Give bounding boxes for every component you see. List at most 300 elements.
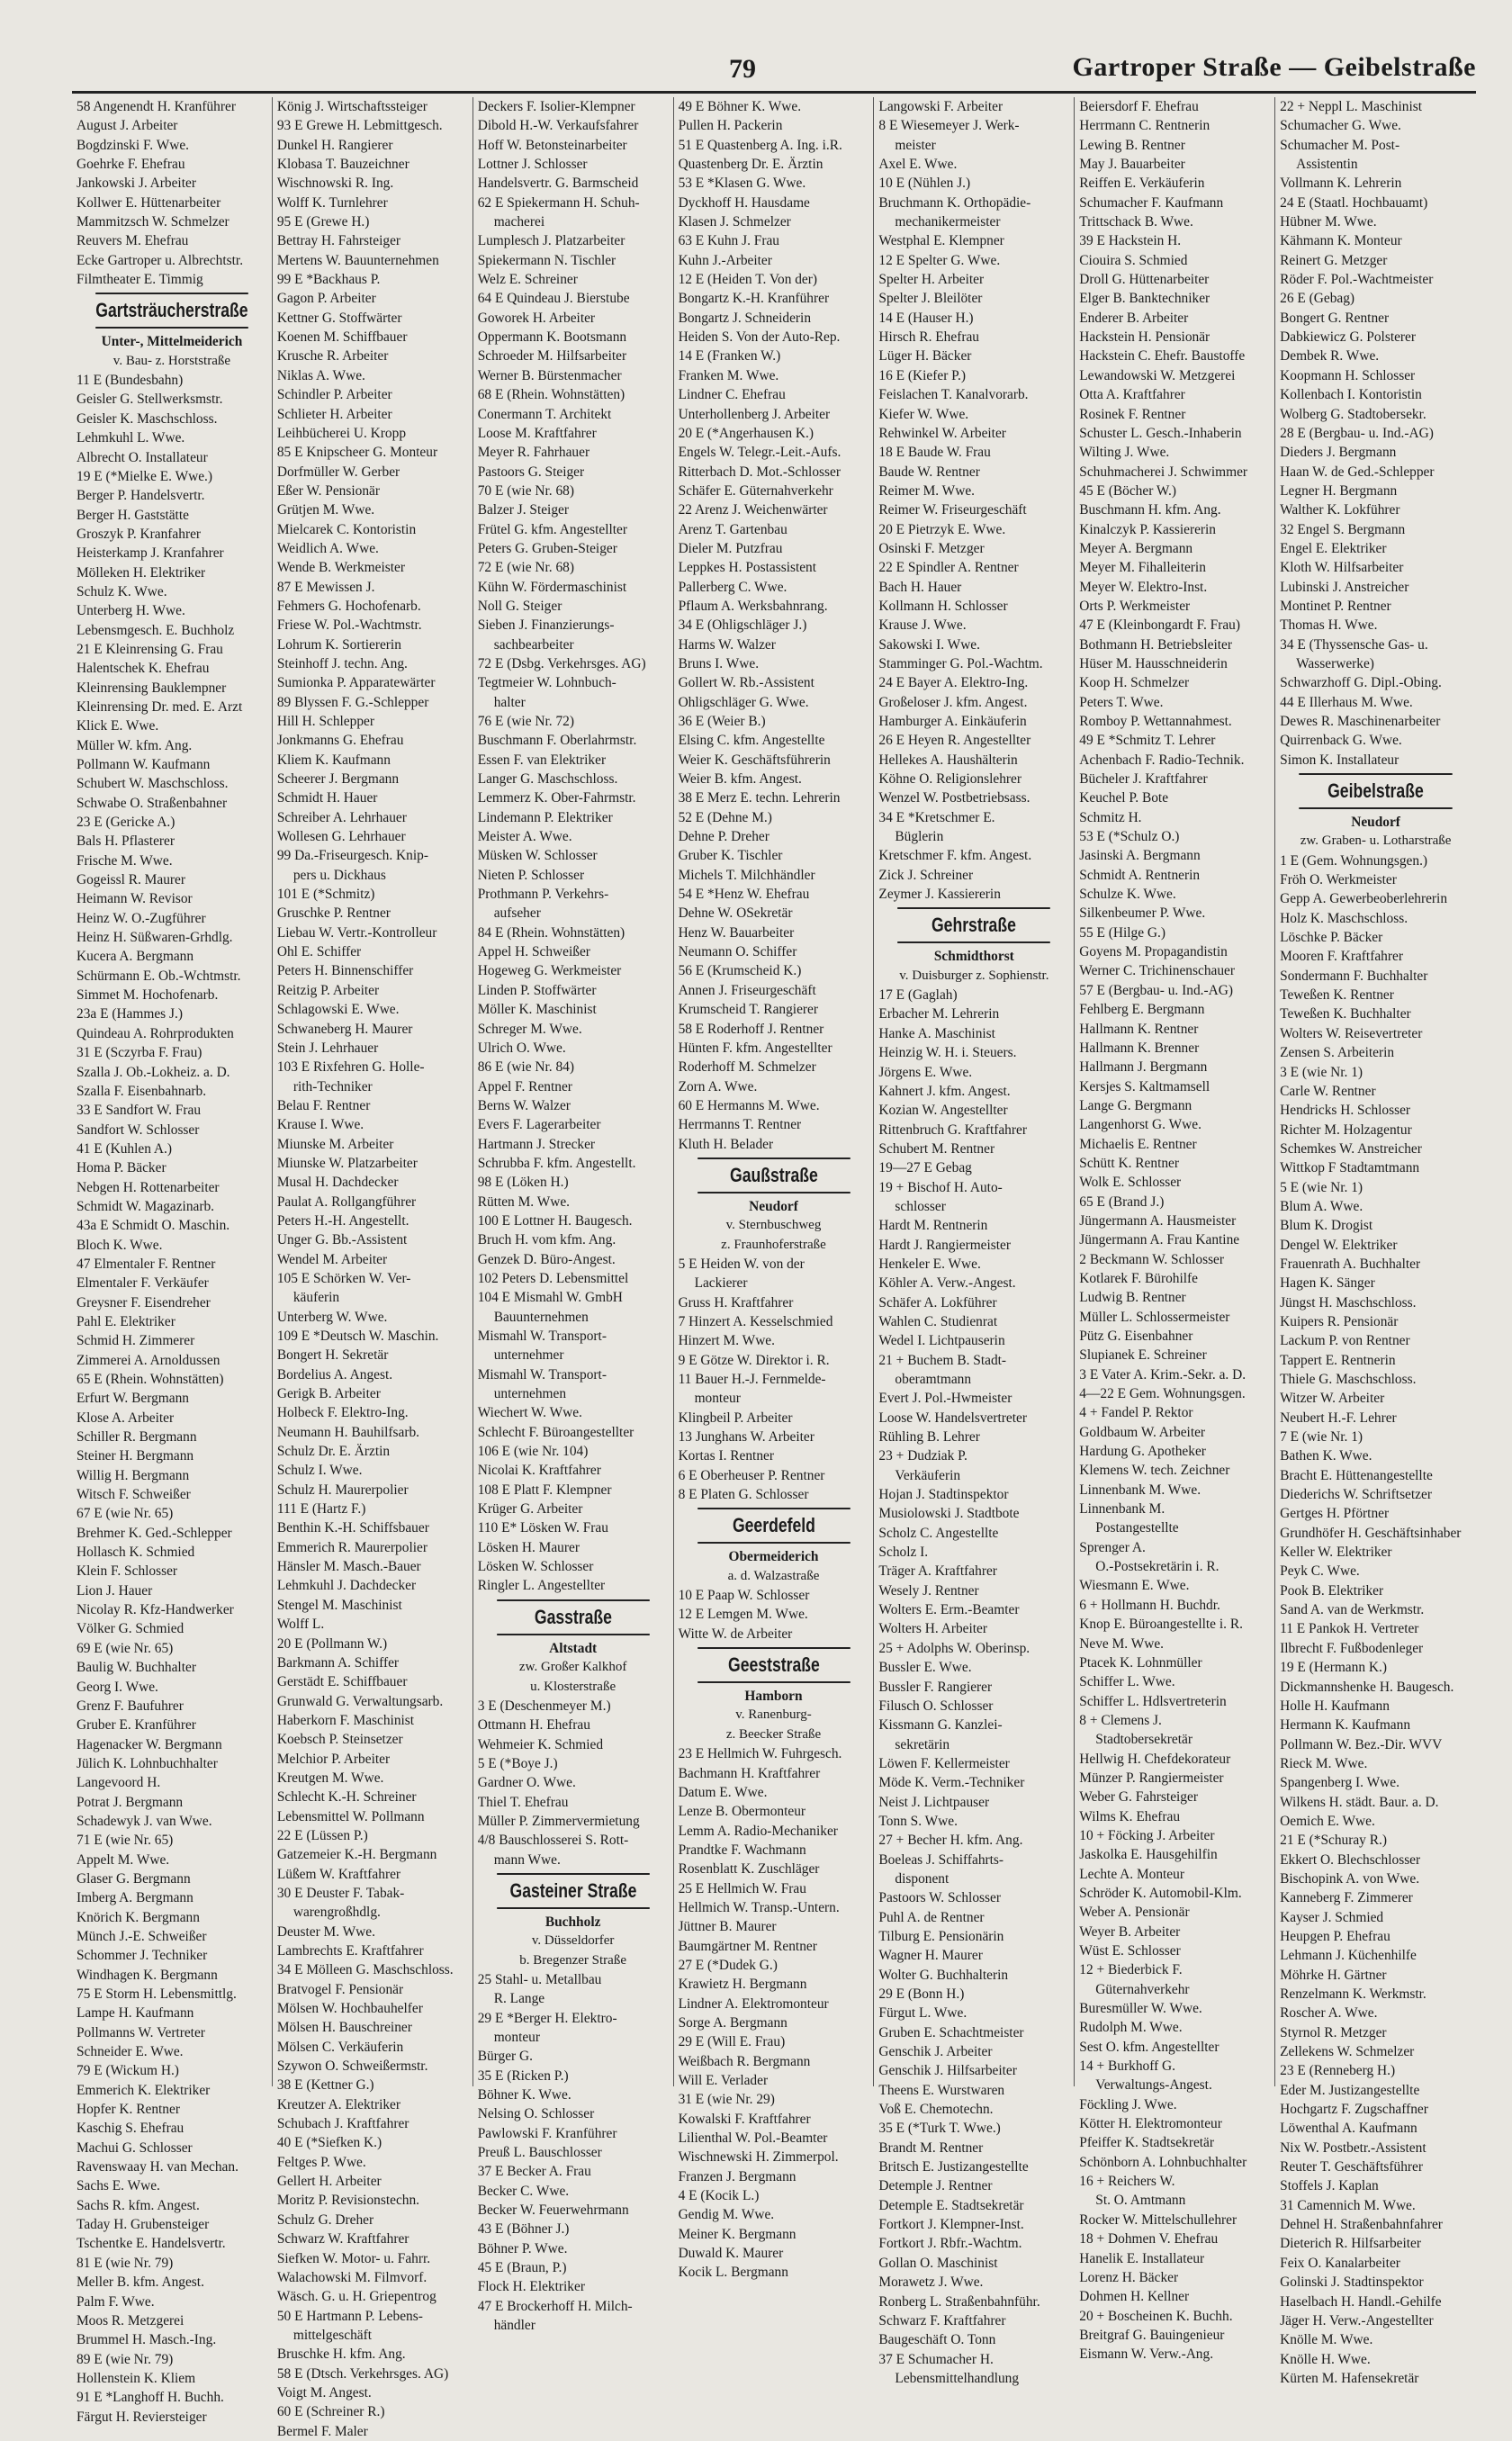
directory-entry: 17 E (Gaglah) xyxy=(878,987,958,1004)
directory-entry: Jüngermann A. Frau Kantine xyxy=(1079,1232,1240,1248)
directory-entry: Sondermann F. Buchhalter xyxy=(1280,968,1428,984)
directory-entry: Leihbücherei U. Kropp xyxy=(276,425,407,441)
directory-entry: Bratvogel F. Pensionär xyxy=(276,1981,404,1997)
directory-entry: Stamminger G. Pol.-Wachtm. xyxy=(878,655,1043,671)
directory-entry: Schlecht F. Büroangestellter xyxy=(477,1424,634,1440)
directory-entry: Deckers F. Isolier-Klempner xyxy=(477,99,635,114)
directory-entry: 76 E (wie Nr. 72) xyxy=(477,714,574,729)
directory-entry: Schwaneberg H. Maurer xyxy=(276,1021,413,1037)
entry-continuation: rith-Techniker xyxy=(292,1078,373,1094)
directory-entry: 72 E (wie Nr. 68) xyxy=(477,560,574,576)
directory-entry: 47 Elmentaler F. Rentner xyxy=(76,1256,216,1272)
directory-entry: Meyer A. Bergmann xyxy=(1079,540,1193,556)
directory-entry: Bogdzinski F. Wwe. xyxy=(76,137,190,153)
directory-entry: 100 E Lottner H. Baugesch. xyxy=(477,1212,633,1229)
directory-entry: Ringler L. Angestellter xyxy=(477,1578,606,1594)
directory-entry: Lohrum K. Sortiererin xyxy=(276,636,401,653)
directory-entry: 19—27 E Gebag xyxy=(878,1160,972,1176)
directory-entry: 4—22 E Gem. Wohnungsgen. xyxy=(1079,1386,1246,1402)
directory-entry: Knölle M. Wwe. xyxy=(1280,2332,1373,2348)
directory-entry: Schumacher M. Post- xyxy=(1280,137,1400,153)
entry-continuation: Assistentin xyxy=(1296,157,1358,173)
district-name: Unter-, Mittelmeiderich xyxy=(101,334,243,350)
directory-entry: Wüst E. Schlosser xyxy=(1079,1943,1181,1959)
directory-entry: Feix O. Kanalarbeiter xyxy=(1280,2255,1400,2271)
directory-entry: Lösken H. Maurer xyxy=(477,1539,580,1555)
directory-entry: Imberg A. Bergmann xyxy=(76,1890,194,1906)
directory-entry: 31 Camennich M. Wwe. xyxy=(1280,2197,1416,2213)
directory-entry: Hallmann K. Rentner xyxy=(1079,1021,1199,1037)
directory-entry: Reuvers M. Ehefrau xyxy=(76,233,189,249)
directory-entry: Walachowski M. Filmvorf. xyxy=(276,2269,428,2285)
directory-entry: Weidlich A. Wwe. xyxy=(276,540,379,556)
directory-entry: Weber A. Pensionär xyxy=(1079,1905,1190,1921)
directory-entry: Schmidt A. Rentnerin xyxy=(1079,867,1201,883)
directory-entry: Mooren F. Kraftfahrer xyxy=(1280,949,1403,965)
directory-entry: Potrat J. Bergmann xyxy=(76,1794,184,1810)
directory-entry: 89 Blyssen F. G.-Schlepper xyxy=(276,694,429,710)
directory-entry: Bals H. Pflasterer xyxy=(76,833,175,850)
directory-entry: 81 E (wie Nr. 79) xyxy=(76,2255,174,2271)
directory-entry: 10 E Paap W. Schlosser xyxy=(678,1588,810,1604)
directory-entry: 69 E (wie Nr. 65) xyxy=(76,1640,174,1656)
directory-entry: Pahl E. Elektriker xyxy=(76,1313,176,1329)
directory-entry: Rudolph M. Wwe. xyxy=(1079,2020,1183,2036)
directory-entry: 21 E (*Schuray R.) xyxy=(1280,1833,1387,1849)
directory-entry: Werner C. Trichinenschauer xyxy=(1079,963,1235,979)
directory-entry: Haan W. de Ged.-Schlepper xyxy=(1280,464,1435,480)
page-number: 79 xyxy=(729,54,756,84)
directory-entry: Mielcarek C. Kontoristin xyxy=(276,521,417,537)
directory-entry: Wolff L. xyxy=(276,1617,325,1633)
directory-entry: König J. Wirtschaftssteiger xyxy=(276,99,428,114)
entry-continuation: Verkäuferin xyxy=(895,1467,961,1483)
directory-entry: 12 E (Heiden T. Von der) xyxy=(678,272,818,288)
directory-entry: 26 E (Gebag) xyxy=(1280,291,1355,307)
directory-entry: Witzer W. Arbeiter xyxy=(1280,1391,1385,1407)
directory-entry: Fürgut L. Wwe. xyxy=(878,2005,968,2022)
directory-entry: Wolters W. Reisevertreter xyxy=(1280,1025,1423,1041)
street-range-note: zw. Graben- u. Lotharstraße xyxy=(1300,833,1452,849)
directory-entry: Oppermann K. Bootsmann xyxy=(477,329,627,346)
directory-entry: Bruch H. vom kfm. Ang. xyxy=(477,1232,616,1248)
directory-entry: Becker W. Feuerwehrmann xyxy=(477,2202,629,2219)
directory-entry: Szalla F. Eisenbahnarb. xyxy=(76,1083,207,1099)
directory-entry: Goyens M. Propagandistin xyxy=(1079,944,1228,960)
directory-entry: Appel F. Rentner xyxy=(477,1078,572,1094)
directory-entry: Lambrechts E. Kraftfahrer xyxy=(276,1943,424,1959)
directory-entry: Willig H. Bergmann xyxy=(76,1467,190,1483)
directory-entry: 34 E (Ohligschläger J.) xyxy=(678,617,807,634)
directory-entry: Zick J. Schreiner xyxy=(878,867,974,883)
directory-entry: Dabkiewicz G. Polsterer xyxy=(1280,329,1417,346)
directory-entry: August J. Arbeiter xyxy=(76,118,178,134)
directory-entry: Hallmann K. Brenner xyxy=(1079,1040,1200,1056)
street-heading: Gasteiner Straße xyxy=(497,1873,649,1909)
directory-entry: Blum K. Drogist xyxy=(1280,1218,1373,1234)
directory-entry: Schubert W. Maschschloss. xyxy=(76,776,229,792)
directory-entry: Brummel H. Masch.-Ing. xyxy=(76,2332,217,2348)
directory-entry: Simon K. Installateur xyxy=(1280,752,1400,768)
directory-entry: Schroeder M. Hilfsarbeiter xyxy=(477,348,627,365)
directory-entry: 14 E (Hauser H.) xyxy=(878,310,974,326)
directory-entry: 91 E *Langhoff H. Buchh. xyxy=(76,2390,224,2406)
directory-entry: Emmerich R. Maurerpolier xyxy=(276,1539,428,1555)
directory-entry: Nix W. Postbetr.-Assistent xyxy=(1280,2139,1426,2156)
directory-entry: Hardt M. Rentnerin xyxy=(878,1218,988,1234)
column-5 xyxy=(874,97,1075,2386)
directory-entry: Nieten P. Schlosser xyxy=(477,867,585,883)
directory-entry: 65 E (Brand J.) xyxy=(1079,1193,1165,1210)
directory-entry: 37 E Schumacher H. xyxy=(878,2351,994,2367)
directory-entry: Zeymer J. Kassiererin xyxy=(878,887,1001,903)
directory-entry: Filmtheater E. Timmig xyxy=(76,272,203,288)
district-name: Neudorf xyxy=(1351,815,1400,831)
directory-entry: Pallerberg C. Wwe. xyxy=(678,579,788,595)
entry-continuation: Lackierer xyxy=(694,1275,748,1292)
directory-entry: Becker C. Wwe. xyxy=(477,2183,570,2199)
directory-entry: Gruber K. Tischler xyxy=(678,848,783,864)
directory-entry: 75 E Storm H. Lebensmittlg. xyxy=(76,1986,237,2002)
directory-entry: Bach H. Hauer xyxy=(878,579,962,595)
directory-entry: Witte W. de Arbeiter xyxy=(678,1626,793,1642)
directory-entry: Münzer P. Rangiermeister xyxy=(1079,1770,1224,1786)
directory-entry: Otta A. Kraftfahrer xyxy=(1079,387,1185,403)
directory-entry: Hoff W. Betonsteinarbeiter xyxy=(477,137,627,153)
directory-entry: 23 E Hellmich W. Fuhrgesch. xyxy=(678,1746,842,1762)
directory-entry: Liebau W. Vertr.-Kontrolleur xyxy=(276,924,437,941)
directory-entry: Ohligschläger G. Wwe. xyxy=(678,694,809,710)
directory-entry: Linnenbank M. Wwe. xyxy=(1079,1482,1202,1498)
directory-entry: Schulz Dr. E. Ärztin xyxy=(276,1444,391,1460)
directory-entry: Baugeschäft O. Tonn xyxy=(878,2332,996,2348)
directory-entry: 12 E Spelter G. Wwe. xyxy=(878,252,1001,268)
directory-entry: Lenze B. Obermonteur xyxy=(678,1804,806,1820)
directory-entry: Fehmers G. Hochofenarb. xyxy=(276,598,421,614)
directory-entry: 58 Angenendt H. Kranführer xyxy=(76,99,236,114)
directory-entry: Grenz F. Baufuhrer xyxy=(76,1698,184,1714)
directory-entry: Rittenbruch G. Kraftfahrer xyxy=(878,1121,1027,1138)
directory-entry: 14 E (Franken W.) xyxy=(678,348,781,365)
directory-entry: Essen F. van Elektriker xyxy=(477,752,607,768)
directory-entry: Kliem K. Kaufmann xyxy=(276,752,391,768)
directory-entry: Bruns I. Wwe. xyxy=(678,655,760,671)
directory-entry: 63 E Kuhn J. Frau xyxy=(678,233,779,249)
directory-entry: Wilting J. Wwe. xyxy=(1079,445,1170,461)
directory-entry: Fortkort J. Rbfr.-Wachtm. xyxy=(878,2236,1022,2252)
directory-entry: Will E. Verlader xyxy=(678,2073,769,2088)
directory-entry: Knop E. Büroangestellte i. R. xyxy=(1079,1617,1243,1633)
directory-entry: Möller K. Maschinist xyxy=(477,1002,597,1018)
directory-entry: Britsch E. Justizangestellte xyxy=(878,2159,1029,2175)
directory-entry: Dibold H.-W. Verkaufsfahrer xyxy=(477,118,639,134)
directory-entry: Krumscheid T. Rangierer xyxy=(678,1002,818,1018)
directory-entry: 26 E Heyen R. Angestellter xyxy=(878,733,1031,749)
directory-entry: Breitgraf G. Bauingenieur xyxy=(1079,2327,1225,2343)
directory-entry: 23 + Dudziak P. xyxy=(878,1448,968,1464)
directory-entry: Mismahl W. Transport- xyxy=(477,1329,607,1344)
directory-entry: Boeleas J. Schiffahrts- xyxy=(878,1851,1004,1868)
directory-entry: Dohmen H. Kellner xyxy=(1079,2289,1190,2305)
street-range-note: a. d. Walzastraße xyxy=(727,1568,820,1583)
directory-entry: 79 E (Wickum H.) xyxy=(76,2063,179,2079)
directory-entry: Hanelik E. Installateur xyxy=(1079,2250,1205,2266)
directory-entry: Peters T. Wwe. xyxy=(1079,694,1164,710)
directory-entry: Rosenblatt K. Zuschläger xyxy=(678,1861,820,1878)
directory-entry: Pflaum A. Werksbahnrang. xyxy=(678,598,828,614)
directory-entry: 67 E (wie Nr. 65) xyxy=(76,1506,174,1522)
directory-entry: Wedel I. Lichtpauserin xyxy=(878,1333,1005,1349)
directory-entry: 3 E Vater A. Krim.-Sekr. a. D. xyxy=(1079,1366,1246,1383)
entry-continuation: pers u. Dickhaus xyxy=(292,867,386,883)
directory-entry: Paulat A. Rollgangführer xyxy=(276,1193,417,1210)
directory-entry: Eßer W. Pensionär xyxy=(276,482,380,499)
directory-entry: Gogeissl R. Maurer xyxy=(76,872,185,888)
directory-entry: Sandfort W. Schlosser xyxy=(76,1121,200,1138)
directory-entry: Jäger H. Verw.-Angestellter xyxy=(1280,2312,1434,2328)
directory-entry: Reimer M. Wwe. xyxy=(878,482,975,499)
entry-continuation: St. O. Amtmann xyxy=(1095,2193,1186,2209)
directory-entry: Gollan O. Maschinist xyxy=(878,2255,998,2271)
directory-entry: Schmitz H. xyxy=(1079,809,1142,825)
column-7 xyxy=(1275,97,1476,2386)
directory-entry: 22 Arenz J. Weichenwärter xyxy=(678,502,828,518)
directory-entry: Loose W. Handelsvertreter xyxy=(878,1410,1027,1426)
directory-entry: Peyk C. Wwe. xyxy=(1280,1563,1360,1580)
directory-entry: Lion J. Hauer xyxy=(76,1582,153,1599)
directory-entry: Droll G. Hüttenarbeiter xyxy=(1079,272,1210,288)
directory-entry: 52 E (Dehne M.) xyxy=(678,809,772,825)
directory-entry: Zimmerei A. Arnoldussen xyxy=(76,1352,220,1368)
directory-entry: 86 E (wie Nr. 84) xyxy=(477,1059,574,1076)
entry-continuation: unternehmen xyxy=(493,1386,567,1402)
directory-entry: Wahlen C. Studienrat xyxy=(878,1313,998,1329)
entry-continuation: disponent xyxy=(895,1870,950,1887)
directory-entry: Lindner C. Ehefrau xyxy=(678,387,786,403)
directory-entry: Palm F. Wwe. xyxy=(76,2293,155,2310)
directory-entry: Hogeweg G. Werkmeister xyxy=(477,963,622,979)
entry-continuation: mann Wwe. xyxy=(493,1851,561,1868)
directory-entry: Taday H. Grubensteiger xyxy=(76,2217,210,2233)
directory-entry: Langer G. Maschschloss. xyxy=(477,771,618,788)
directory-entry: Krawietz H. Bergmann xyxy=(678,1977,807,1993)
directory-entry: 7 Hinzert A. Kesselschmied xyxy=(678,1313,833,1329)
directory-entry: Wehmeier K. Schmied xyxy=(477,1736,604,1752)
directory-entry: Erbacher M. Lehrerin xyxy=(878,1006,1000,1022)
street-range-note: zw. Großer Kalkhof xyxy=(518,1660,627,1675)
directory-entry: Köhne O. Religionslehrer xyxy=(878,771,1022,788)
directory-entry: Mölsen W. Hochbauhelfer xyxy=(276,2001,423,2017)
directory-entry: Brandt M. Rentner xyxy=(878,2139,984,2156)
directory-entry: Nicolay R. Kfz-Handwerker xyxy=(76,1602,234,1618)
directory-entry: Vollmann K. Lehrerin xyxy=(1280,176,1402,192)
directory-entry: 3 E (wie Nr. 1) xyxy=(1280,1064,1364,1080)
directory-entry: Ritterbach D. Mot.-Schlosser xyxy=(678,464,841,480)
directory-entry: Silkenbeumer P. Wwe. xyxy=(1079,905,1206,922)
directory-entry: 53 E *Klasen G. Wwe. xyxy=(678,176,806,192)
entry-continuation: mechanikermeister xyxy=(895,214,1001,230)
directory-entry: Slupianek E. Schreiner xyxy=(1079,1347,1207,1364)
directory-entry: Ronberg L. Straßenbahnführ. xyxy=(878,2293,1040,2310)
directory-entry: Jankowski J. Arbeiter xyxy=(76,176,196,192)
directory-entry: 16 + Reichers W. xyxy=(1079,2174,1175,2190)
directory-entry: Kotlarek F. Bürohilfe xyxy=(1079,1270,1198,1286)
directory-entry: Kayser J. Schmied xyxy=(1280,1909,1384,1925)
column-6 xyxy=(1075,97,1275,2363)
directory-entry: Löschke P. Bäcker xyxy=(1280,930,1383,946)
directory-entry: Romboy P. Wettannahmest. xyxy=(1079,714,1232,729)
directory-entry: Rieck M. Wwe. xyxy=(1280,1755,1368,1771)
directory-entry: Schlagowski E. Wwe. xyxy=(276,1002,400,1018)
directory-entry: Knölle H. Wwe. xyxy=(1280,2351,1371,2367)
directory-entry: Jonkmanns G. Ehefrau xyxy=(276,733,404,749)
directory-entry: 43 E (Böhner J.) xyxy=(477,2221,570,2238)
directory-entry: Niklas A. Wwe. xyxy=(276,367,365,383)
directory-entry: Föckling J. Wwe. xyxy=(1079,2096,1177,2112)
directory-entry: Noll G. Steiger xyxy=(477,598,562,614)
directory-entry: Meister A. Wwe. xyxy=(477,829,572,845)
directory-entry: Haselbach H. Handl.-Gehilfe xyxy=(1280,2293,1442,2310)
directory-entry: Hirsch R. Ehefrau xyxy=(878,329,979,346)
directory-entry: 25 + Adolphs W. Oberinsp. xyxy=(878,1640,1030,1656)
directory-entry: 8 E Platen G. Schlosser xyxy=(678,1487,809,1503)
directory-entry: Enderer B. Arbeiter xyxy=(1079,310,1189,326)
directory-entry: Tilburg E. Pensionärin xyxy=(878,1928,1004,1944)
directory-entry: 34 E *Kretschmer E. xyxy=(878,809,995,825)
directory-entry: Groszyk P. Kranfahrer xyxy=(76,526,202,542)
directory-entry: Bermel F. Maler xyxy=(276,2423,368,2439)
directory-entry: Kühn W. Fördermaschinist xyxy=(477,579,627,595)
directory-entry: Reuter T. Geschäftsführer xyxy=(1280,2159,1423,2175)
directory-entry: 23a E (Hammes J.) xyxy=(76,1006,183,1022)
directory-entry: 93 E Grewe H. Lebmittgesch. xyxy=(276,118,443,134)
directory-entry: Keller W. Elektriker xyxy=(1280,1545,1392,1561)
entry-continuation: Wasserwerke) xyxy=(1296,655,1374,671)
directory-entry: Wolberg G. Stadtobersekr. xyxy=(1280,406,1426,422)
entry-continuation: Güternahverkehr xyxy=(1095,1981,1190,1997)
directory-entry: Berns W. Walzer xyxy=(477,1097,571,1113)
directory-entry: Reiffen E. Verkäuferin xyxy=(1079,176,1205,192)
directory-entry: Siefken W. Motor- u. Fahrr. xyxy=(276,2250,431,2266)
directory-entry: Heimann W. Revisor xyxy=(76,891,193,907)
directory-entry: Gendig M. Wwe. xyxy=(678,2207,775,2223)
directory-entry: Krüger G. Arbeiter xyxy=(477,1501,583,1518)
directory-entry: Tschentke E. Handelsvertr. xyxy=(76,2236,226,2252)
directory-entry: Dorfmüller W. Gerber xyxy=(276,464,400,480)
directory-entry: Rosinek F. Rentner xyxy=(1079,406,1186,422)
directory-entry: 1 E (Gem. Wohnungsgen.) xyxy=(1280,852,1428,869)
directory-entry: 11 E (Bundesbahn) xyxy=(76,373,184,389)
directory-entry: Franken M. Wwe. xyxy=(678,367,779,383)
directory-entry: Schumacher G. Wwe. xyxy=(1280,118,1401,134)
directory-entry: Unterberg W. Wwe. xyxy=(276,1309,388,1325)
directory-entry: Schulze K. Wwe. xyxy=(1079,887,1176,903)
directory-entry: 55 E (Hilge G.) xyxy=(1079,924,1166,941)
directory-entry: Lebensmgesch. E. Buchholz xyxy=(76,622,235,638)
directory-entry: 27 + Becher H. kfm. Ang. xyxy=(878,1833,1023,1849)
directory-entry: Klingbeil P. Arbeiter xyxy=(678,1410,793,1426)
directory-entry: Bettray H. Fahrsteiger xyxy=(276,233,401,249)
directory-entry: Mismahl W. Transport- xyxy=(477,1366,607,1383)
street-range-note: v. Sternbuschweg xyxy=(725,1218,822,1233)
directory-entry: Witsch F. Schweißer xyxy=(76,1487,191,1503)
directory-entry: Kettner G. Stoffwärter xyxy=(276,310,402,326)
directory-entry: Wollesen G. Lehrhauer xyxy=(276,829,406,845)
directory-entry: Ravenswaay H. van Mechan. xyxy=(76,2159,238,2175)
directory-entry: Lüßem W. Kraftfahrer xyxy=(276,1866,401,1882)
directory-entry: Bürger G. xyxy=(477,2049,533,2065)
directory-entry: Pastoors G. Steiger xyxy=(477,464,585,480)
directory-entry: Löwenthal A. Kaufmann xyxy=(1280,2121,1418,2137)
directory-entry: Jüttner B. Maurer xyxy=(678,1919,777,1935)
directory-entry: 84 E (Rhein. Wohnstätten) xyxy=(477,924,626,941)
directory-entry: Musal H. Dachdecker xyxy=(276,1175,399,1191)
directory-entry: Evert J. Pol.-Hwmeister xyxy=(878,1391,1012,1407)
directory-entry: Möhrke H. Gärtner xyxy=(1280,1967,1387,1983)
directory-entry: Georg I. Wwe. xyxy=(76,1679,158,1695)
directory-entry: Rehwinkel W. Arbeiter xyxy=(878,425,1006,441)
directory-entry: Appelt M. Wwe. xyxy=(76,1851,170,1868)
directory-entry: Erfurt W. Bergmann xyxy=(76,1391,189,1407)
directory-entry: Goldbaum W. Arbeiter xyxy=(1079,1424,1206,1440)
directory-entry: Pawlowski F. Kranführer xyxy=(477,2125,617,2141)
directory-entry: Lemmerz K. Ober-Fahrmstr. xyxy=(477,790,636,806)
column-1 xyxy=(72,97,273,2425)
directory-entry: Tappert E. Rentnerin xyxy=(1280,1352,1396,1368)
district-name: Hamborn xyxy=(744,1689,803,1705)
directory-entry: 72 E (Dsbg. Verkehrsges. AG) xyxy=(477,655,646,671)
directory-entry: Steinhoff J. techn. Ang. xyxy=(276,655,408,671)
directory-entry: Kähmann K. Monteur xyxy=(1280,233,1402,249)
directory-entry: 58 E Roderhoff J. Rentner xyxy=(678,1021,824,1037)
directory-entry: Oemich E. Wwe. xyxy=(1280,1813,1375,1829)
street-heading: Gehrstraße xyxy=(898,907,1050,943)
directory-entry: Linden P. Stoffwärter xyxy=(477,982,597,998)
directory-entry: 36 E (Weier B.) xyxy=(678,714,766,729)
directory-entry: Legner H. Bergmann xyxy=(1280,482,1398,499)
directory-entry: 70 E (wie Nr. 68) xyxy=(477,482,574,499)
entry-continuation: monteur xyxy=(493,2030,540,2045)
directory-entry: 85 E Knipscheer G. Monteur xyxy=(276,445,438,461)
directory-entry: Kürten M. Hafensekretär xyxy=(1280,2370,1419,2386)
directory-entry: Geisler K. Maschschloss. xyxy=(76,410,218,427)
directory-entry: Buschmann H. kfm. Ang. xyxy=(1079,502,1221,518)
directory-entry: Hünten F. kfm. Angestellter xyxy=(678,1040,832,1056)
directory-entry: Wolk E. Schlosser xyxy=(1079,1175,1182,1191)
directory-entry: Jasinski A. Bergmann xyxy=(1079,848,1201,864)
directory-entry: Engel E. Elektriker xyxy=(1280,540,1387,556)
directory-entry: Gatzemeier K.-H. Bergmann xyxy=(276,1847,437,1863)
directory-entry: Mölleken H. Elektriker xyxy=(76,564,206,581)
directory-entry: Dieler M. Putzfrau xyxy=(678,540,783,556)
directory-entry: 105 E Schörken W. Ver- xyxy=(276,1270,411,1286)
directory-entry: Dehnel H. Straßenbahnfahrer xyxy=(1280,2217,1443,2233)
directory-entry: Scheerer J. Bergmann xyxy=(276,771,400,788)
directory-columns xyxy=(72,97,1476,2439)
directory-entry: 5 E (wie Nr. 1) xyxy=(1280,1179,1364,1195)
directory-entry: 24 E Bayer A. Elektro-Ing. xyxy=(878,675,1029,691)
directory-entry: 65 E (Rhein. Wohnstätten) xyxy=(76,1372,224,1387)
directory-entry: Lechte A. Monteur xyxy=(1079,1866,1184,1882)
directory-entry: Annen J. Friseurgeschäft xyxy=(678,982,816,998)
directory-entry: Prandtke F. Wachmann xyxy=(678,1842,806,1858)
directory-entry: 29 E (Will E. Frau) xyxy=(678,2034,786,2050)
directory-entry: Detemple J. Rentner xyxy=(878,2178,993,2194)
directory-entry: Dieterich R. Hilfsarbeiter xyxy=(1280,2236,1421,2252)
directory-entry: Münch J.-E. Schweißer xyxy=(76,1928,207,1944)
directory-entry: Wolters E. Erm.-Beamter xyxy=(878,1602,1020,1618)
directory-entry: Weier K. Geschäftsführerin xyxy=(678,752,831,768)
